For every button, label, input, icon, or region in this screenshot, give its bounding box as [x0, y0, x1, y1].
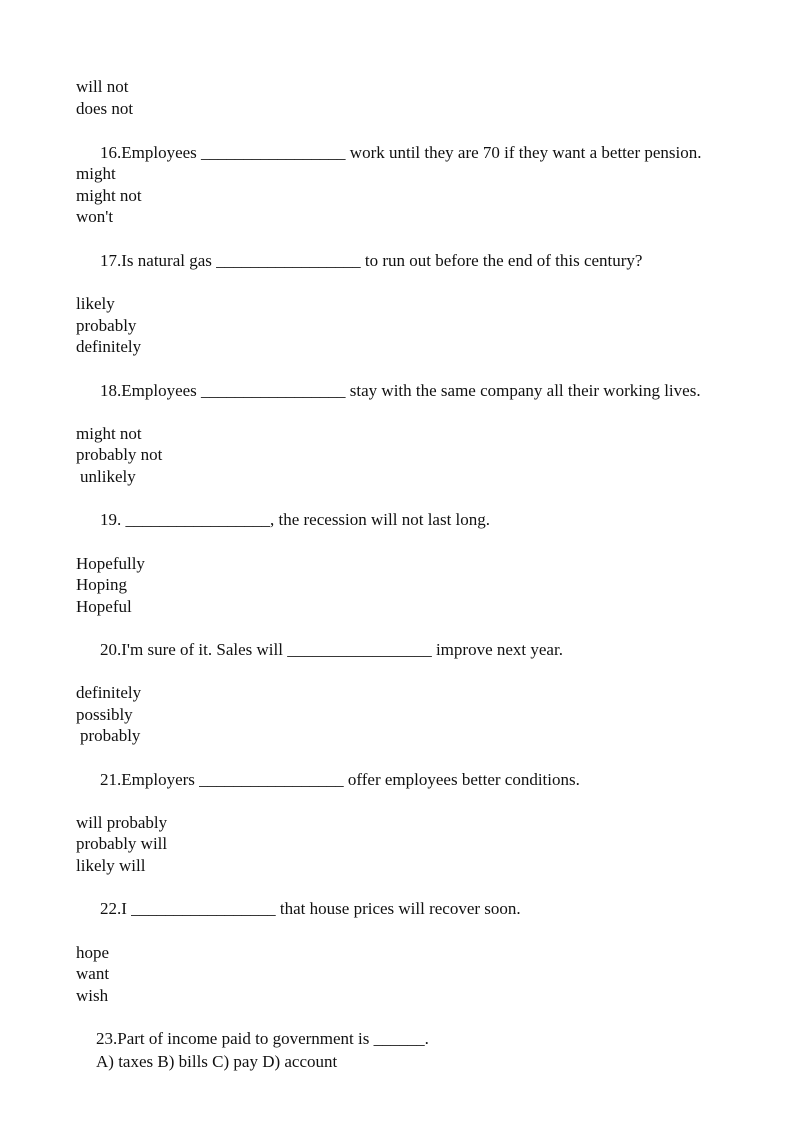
question-17-option-3: definitely	[76, 337, 142, 356]
question-21-option-1: will probably	[76, 813, 168, 832]
question-21-prompt: 21.Employers _________________ offer employees better conditions.	[100, 770, 580, 789]
question-22-option-3: wish	[76, 986, 109, 1005]
question-17-option-2: probably	[76, 316, 137, 335]
question-21-option-2: probably will	[76, 834, 168, 853]
prev-option-1: will not	[76, 77, 129, 96]
question-22-option-1: hope	[76, 943, 110, 962]
question-16-option-3: won't	[76, 207, 114, 226]
question-19-option-2: Hoping	[76, 575, 127, 594]
question-16-option-1: might	[76, 164, 116, 183]
question-17-prompt: 17.Is natural gas _________________ to run out before the end of this century?	[100, 251, 643, 270]
question-23-choices: A) taxes B) bills C) pay D) account	[96, 1052, 338, 1071]
question-18-option-2: probably not	[76, 445, 163, 464]
question-21-option-3: likely will	[76, 856, 146, 875]
question-19-option-3: Hopeful	[76, 597, 132, 616]
question-18-option-3: unlikely	[80, 467, 136, 486]
question-20-prompt: 20.I'm sure of it. Sales will _________________ improve next year.	[100, 640, 563, 659]
question-20-option-2: possibly	[76, 705, 133, 724]
question-23-prompt: 23.Part of income paid to government is ______.	[96, 1029, 429, 1048]
question-16-prompt: 16.Employees _________________ work until they are 70 if they want a better pension.	[100, 143, 702, 162]
question-22-prompt: 22.I _________________ that house prices will recover soon.	[100, 899, 521, 918]
question-18-prompt: 18.Employees _________________ stay with the same company all their working lives.	[100, 381, 701, 400]
question-20-option-3: probably	[80, 726, 141, 745]
question-16-option-2: might not	[76, 186, 142, 205]
question-22-option-2: want	[76, 964, 110, 983]
prev-option-2: does not	[76, 99, 134, 118]
question-20-option-1: definitely	[76, 683, 142, 702]
question-19-option-1: Hopefully	[76, 554, 145, 573]
question-17-option-1: likely	[76, 294, 115, 313]
question-19-prompt: 19. _________________, the recession will not last long.	[100, 510, 491, 529]
question-18-option-1: might not	[76, 424, 142, 443]
